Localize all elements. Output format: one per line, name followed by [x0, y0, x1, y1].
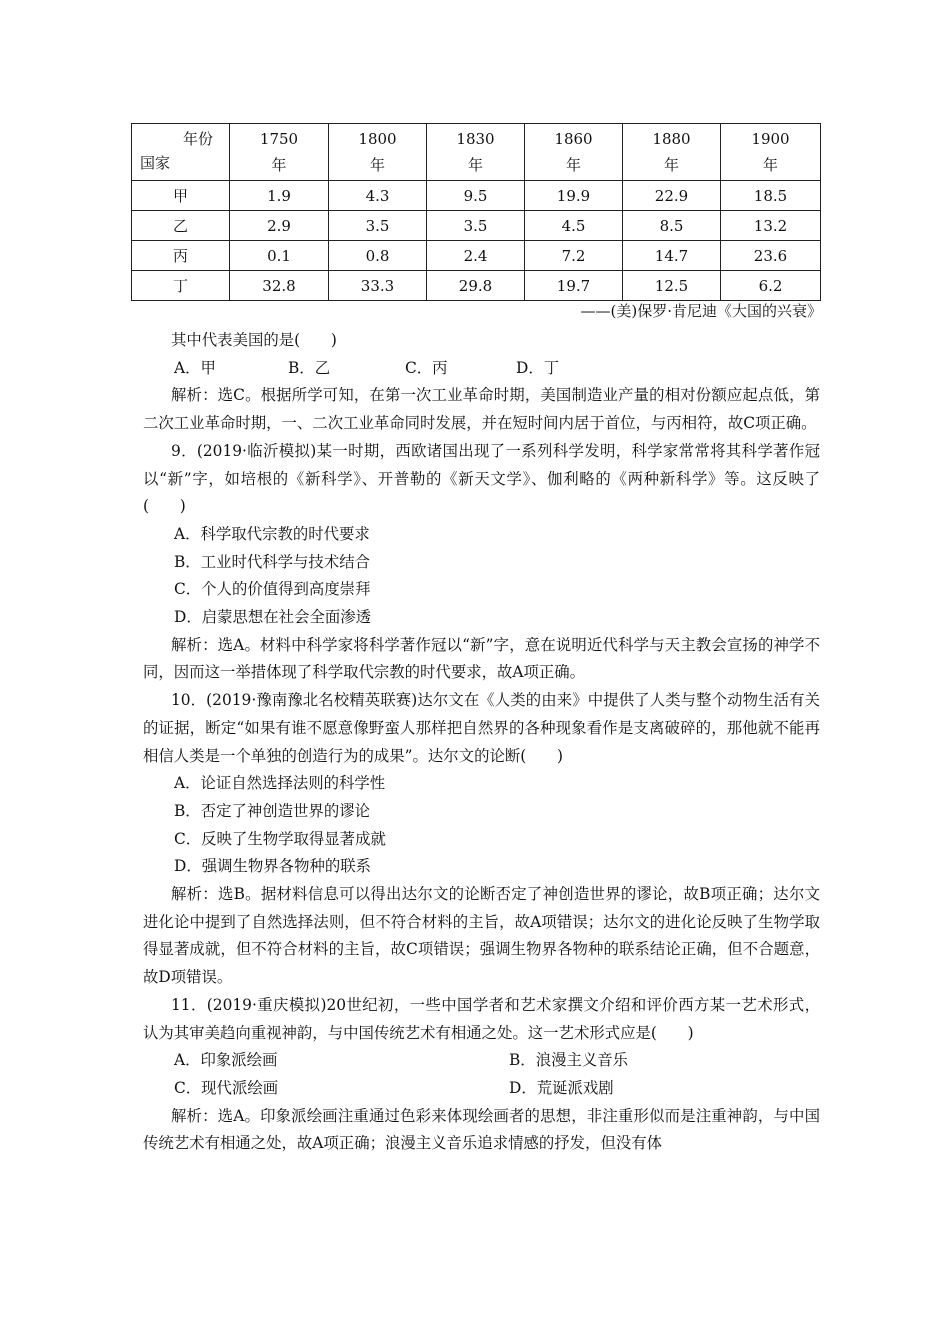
value-cell: 29.8: [427, 271, 525, 301]
q10-option-c: C．反映了生物学取得显著成就: [174, 829, 386, 848]
q10-option-b: B．否定了神创造世界的谬论: [174, 801, 370, 820]
manufacturing-share-table: [131, 123, 821, 301]
q9-option-c: C．个人的价值得到高度崇拜: [174, 580, 371, 599]
q11-option-c: C．现代派绘画: [174, 1078, 279, 1097]
year-header-cell: 1750 年: [230, 124, 329, 181]
value-cell: 18.5: [721, 181, 821, 211]
value-cell: 4.3: [329, 181, 427, 211]
value-cell: 13.2: [721, 211, 821, 241]
corner-year-label: 年份: [182, 130, 213, 148]
q8-stem: 其中代表美国的是( ): [171, 331, 337, 349]
q10-analysis: 解析：选B。据材料信息可以得出达尔文的论断否定了神创造世界的谬论，故B项正确；达尔文进化论中提到了自然选择法则，但不符合材料的主旨，故A项错误；达尔文的进化论反映了生物学取得显著成就，但不符合材料的主旨，故C项错误；强调生物界各物种的联系结论正确，但不合题意，故D项错误。: [143, 885, 820, 987]
value-cell: 7.2: [525, 241, 623, 271]
value-cell: 4.5: [525, 211, 623, 241]
country-cell: 丙: [132, 241, 230, 271]
table-source-citation: ——(美)保罗·肯尼迪《大国的兴衰》: [580, 302, 822, 320]
q11-stem: 11．(2019·重庆模拟)20世纪初，一些中国学者和艺术家撰文介绍和评价西方某一艺术形式，认为其审美趋向重视神韵，与中国传统艺术有相通之处。这一艺术形式应是( ): [143, 995, 820, 1042]
value-cell: 12.5: [623, 271, 721, 301]
country-cell: 甲: [132, 181, 230, 211]
value-cell: 6.2: [721, 271, 821, 301]
q10-option-a: A．论证自然选择法则的科学性: [174, 774, 386, 793]
q11-option-a: A．印象派绘画: [174, 1051, 278, 1070]
year-header-cell: 1830 年: [427, 124, 525, 181]
q8-option-b: B．乙: [288, 358, 331, 377]
q11-option-d: D．荒诞派戏剧: [509, 1078, 614, 1097]
value-cell: 8.5: [623, 211, 721, 241]
q8-options: [143, 355, 820, 383]
table-row: [132, 211, 821, 241]
value-cell: 33.3: [329, 271, 427, 301]
q9-stem: 9．(2019·临沂模拟)某一时期，西欧诸国出现了一系列科学发明，科学家常常将其科学著作冠以“新”字，如培根的《新科学》、开普勒的《新天文学》、伽利略的《两种新科学》等。这反映了( ): [143, 441, 820, 516]
country-cell: 乙: [132, 211, 230, 241]
value-cell: 0.8: [329, 241, 427, 271]
table-corner-cell: [132, 124, 230, 181]
year-header-cell: 1900 年: [721, 124, 821, 181]
q10-option-d: D．强调生物界各物种的联系: [174, 857, 372, 876]
value-cell: 3.5: [329, 211, 427, 241]
value-cell: 32.8: [230, 271, 329, 301]
year-header-cell: 1860 年: [525, 124, 623, 181]
value-cell: 2.9: [230, 211, 329, 241]
value-cell: 14.7: [623, 241, 721, 271]
q8-option-d: D．丁: [516, 358, 560, 377]
q11-option-b: B．浪漫主义音乐: [509, 1051, 629, 1070]
q9-option-a: A．科学取代宗教的时代要求: [174, 524, 370, 543]
q9-option-b: B．工业时代科学与技术结合: [174, 552, 370, 571]
q11-options-row1: [143, 1047, 820, 1075]
value-cell: 22.9: [623, 181, 721, 211]
value-cell: 0.1: [230, 241, 329, 271]
table-row: [132, 271, 821, 301]
questions-content: [143, 327, 820, 1158]
value-cell: 19.7: [525, 271, 623, 301]
value-cell: 19.9: [525, 181, 623, 211]
table-header-row: [132, 124, 821, 181]
q11-options-row2: [143, 1075, 820, 1103]
value-cell: 1.9: [230, 181, 329, 211]
q8-analysis: 解析：选C。根据所学可知，在第一次工业革命时期，美国制造业产量的相对份额应起点低，第二次工业革命时期，一、二次工业革命同时发展，并在短时间内居于首位，与丙相符，故C项正确。: [143, 386, 820, 433]
value-cell: 3.5: [427, 211, 525, 241]
q9-analysis: 解析：选A。材料中科学家将科学著作冠以“新”字，意在说明近代科学与天主教会宣扬的神学不同，因而这一举措体现了科学取代宗教的时代要求，故A项正确。: [143, 635, 820, 682]
table-row: [132, 241, 821, 271]
table-row: [132, 181, 821, 211]
q8-option-a: A．甲: [174, 358, 216, 377]
value-cell: 2.4: [427, 241, 525, 271]
year-header-cell: 1800 年: [329, 124, 427, 181]
corner-country-label: 国家: [140, 154, 171, 172]
value-cell: 23.6: [721, 241, 821, 271]
year-header-cell: 1880 年: [623, 124, 721, 181]
q11-analysis: 解析：选A。印象派绘画注重通过色彩来体现绘画者的思想，非注重形似而是注重神韵，与中国传统艺术有相通之处，故A项正确；浪漫主义音乐追求情感的抒发，但没有体: [143, 1106, 820, 1153]
value-cell: 9.5: [427, 181, 525, 211]
country-cell: 丁: [132, 271, 230, 301]
q9-option-d: D．启蒙思想在社会全面渗透: [174, 608, 372, 627]
q10-stem: 10．(2019·豫南豫北名校精英联赛)达尔文在《人类的由来》中提供了人类与整个动物生活有关的证据，断定“如果有谁不愿意像野蛮人那样把自然界的各种现象看作是支离破碎的，那他就不能再相信人类是一个单独的创造行为的成果”。达尔文的论断( ): [143, 691, 820, 765]
q8-option-c: C．丙: [405, 358, 448, 377]
